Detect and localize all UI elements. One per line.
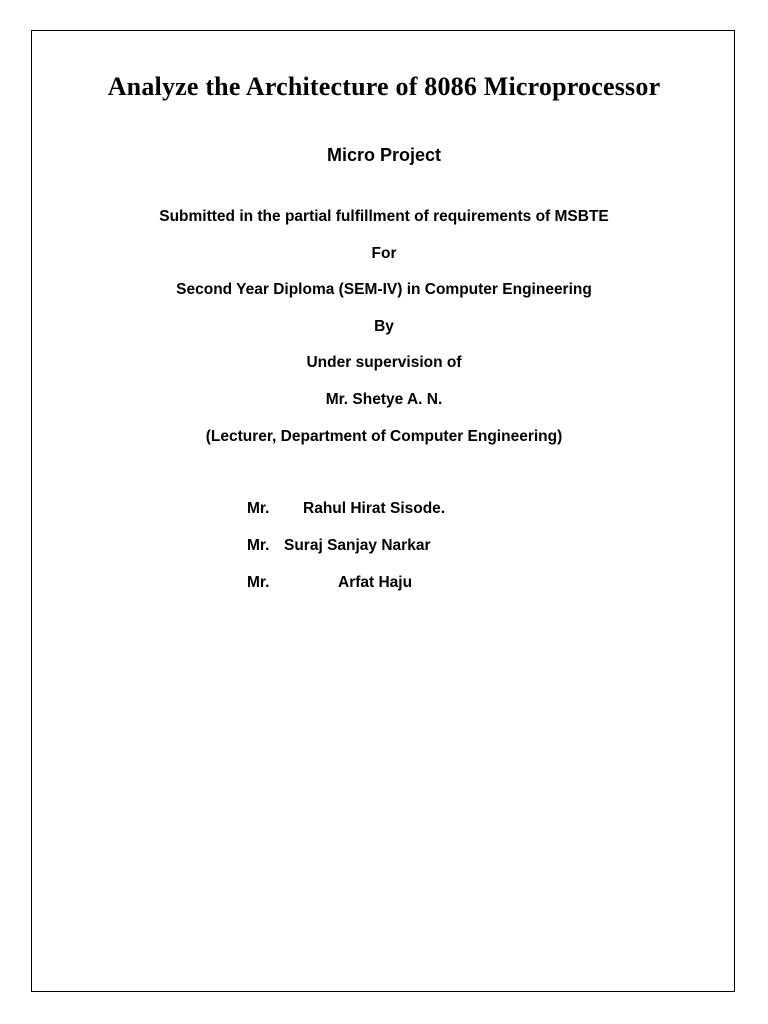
for-label: For [371, 245, 397, 262]
submission-statement: Submitted in the partial fulfillment of requirements of MSBTE [159, 208, 609, 225]
supervisor-designation: (Lecturer, Department of Computer Engineering) [205, 428, 563, 445]
document-title: Analyze the Architecture of 8086 Microprocessor [107, 72, 661, 101]
by-label: By [374, 318, 394, 335]
member-prefix: Mr. [247, 500, 270, 517]
supervisor-name: Mr. Shetye A. N. [325, 391, 443, 408]
member-name: Suraj Sanjay Narkar [284, 537, 431, 554]
member-name: Rahul Hirat Sisode. [303, 500, 446, 517]
supervision-label: Under supervision of [306, 354, 462, 371]
member-name: Arfat Haju [338, 574, 413, 591]
member-prefix: Mr. [247, 574, 270, 591]
course-statement: Second Year Diploma (SEM-IV) in Computer Engineering [176, 281, 592, 298]
document-subtitle: Micro Project [326, 145, 442, 165]
member-prefix: Mr. [247, 537, 270, 554]
